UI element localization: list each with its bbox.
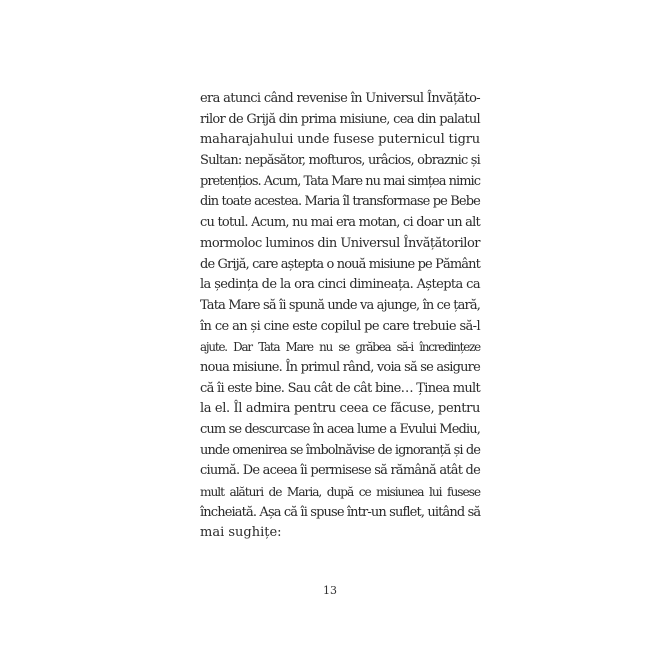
text-line: maharajahului unde fusese puternicul tigru [200,132,480,148]
text-line: Sultan: nepăsător, mofturos, urâcios, obraznic și [200,153,480,169]
text-line: mormoloc luminos din Universul Învățătorilor [200,235,480,251]
text-line: din toate acestea. Maria îl transformase pe Bebe [200,194,480,210]
text-line: rilor de Grijă din prima misiune, cea din palatul [200,111,480,127]
text-line: mult alături de Maria, după ce misiunea lui fusese [200,485,480,500]
text-line-last: mai sughițe: [200,525,282,541]
text-line: că îi este bine. Sau cât de cât bine… Ținea mult [200,380,480,396]
text-line: ciumă. De aceea îi permisese să rămână atât de [200,463,480,479]
text-line: ajute. Dar Tata Mare nu se grăbea să-i încredințeze [200,340,480,355]
text-line: noua misiune. În primul rând, voia să se asigure [200,359,480,375]
text-line: cu totul. Acum, nu mai era motan, ci doar un alt [200,215,480,231]
body-text [200,89,480,544]
text-line: era atunci când revenise în Universul Învățăto- [200,91,480,106]
text-line: în ce an și cine este copilul pe care trebuie să-l [200,318,480,334]
text-line: la ședința de la ora cinci dimineața. Aștepta ca [200,277,480,293]
text-line: de Grijă, care aștepta o nouă misiune pe Pământ [200,256,480,272]
text-line: încheiată. Așa că îi spuse într-un suflet, uitând să [200,504,481,520]
text-line: cum se descurcase în acea lume a Evului Mediu, [200,422,480,437]
page-number: 13 [323,584,337,597]
text-line: Tata Mare să îi spună unde va ajunge, în ce țară, [200,297,480,313]
text-line: pretențios. Acum, Tata Mare nu mai simțea nimic [200,173,480,189]
text-line: unde omenirea se îmbolnăvise de ignoranță și de [200,442,480,458]
text-line: la el. Îl admira pentru ceea ce făcuse, pentru [200,401,480,417]
